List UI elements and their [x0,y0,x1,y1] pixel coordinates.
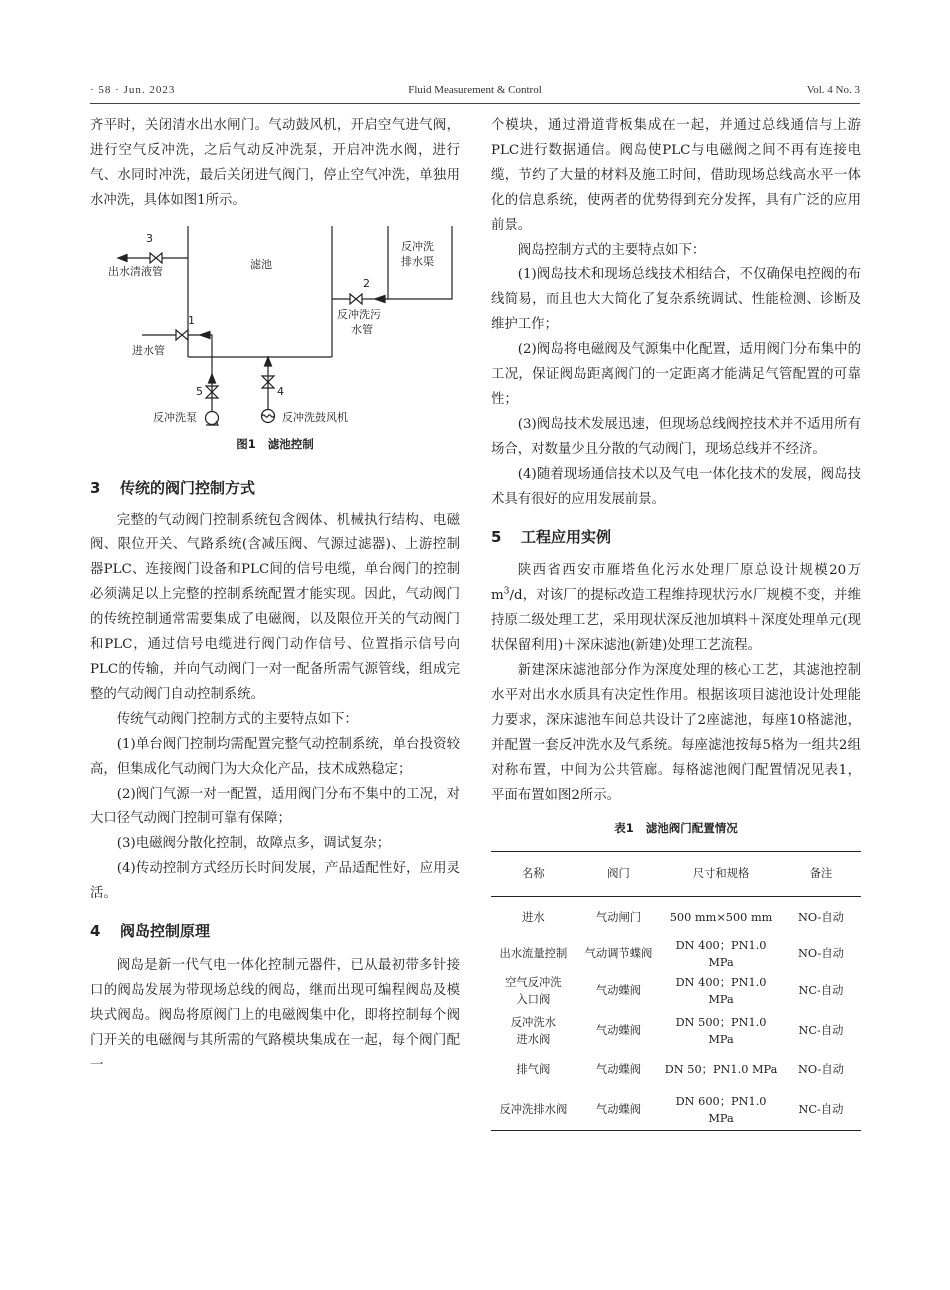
table-cell-spec: DN 600；PN1.0 MPa [661,1089,781,1131]
paragraph-3-4: (2)阀门气源一对一配置，适用阀门分布不集中的工况，对大口径气动阀门控制可靠有保障； [90,786,460,827]
figure-caption [90,432,460,457]
label-pump: 反冲洗泵 [153,410,197,424]
table-cell-name: 排气阀 [516,1063,551,1077]
table-cell-note: NC-自动 [798,1024,844,1038]
superscript-3: 3 [503,586,510,597]
label-outlet-pipe: 出水清液管 [108,264,163,278]
paragraph-4-2: 阀岛控制方式的主要特点如下： [517,242,706,258]
table-cell-name: 反冲洗水进水阀 [510,1015,556,1046]
paragraph-4-3: (1)阀岛技术和现场总线技术相结合，不仅确保电控阀的布线简易，而且也大大简化了复杂系统调试、性能检测、诊断及维护工作； [491,267,861,333]
inlet-arrow [200,331,210,338]
table-cell-valve: 气动闸门 [595,910,642,924]
running-header [90,84,860,104]
section-5-heading [491,525,861,550]
paragraph-5-1-part-a: 陕西省西安市雁塔鱼化污水处理厂原总设计规模20万m [491,563,861,604]
table-header-note: 备注 [781,852,861,897]
section-4-heading [90,919,460,944]
section-4-number: 4 [90,922,101,941]
table-caption-text: 滤池阀门配置情况 [645,821,738,836]
table-row [491,1051,861,1089]
page-and-date: · 58 · Jun. 2023 [90,84,176,96]
table-cell-name: 出水流量控制 [499,947,568,961]
figure-caption-text: 滤池控制 [267,436,314,451]
table-cell-note: NC-自动 [781,1089,861,1131]
right-column [491,114,861,1131]
paragraph-3-5: (3)电磁阀分散化控制，故障点多，调试复杂； [116,836,391,852]
figure-caption-number: 图1 [236,436,256,451]
section-3-number: 3 [90,478,101,497]
outlet-arrow [118,254,127,261]
table-cell-note: NO-自动 [797,1063,844,1077]
paragraph-4-6: (4)随着现场通信技术以及气电一体化技术的发展，阀岛技术具有很好的应用发展前景。 [491,466,861,507]
table-cell-note: NO-自动 [797,910,844,924]
valve-2 [350,294,362,304]
volume-number: Vol. 4 No. 3 [806,84,860,96]
table-row [491,897,861,937]
table-cell-valve: 气动调节蝶阀 [584,947,653,961]
table-cell-spec: 500 mm×500 mm [669,910,773,924]
table-cell-name: 反冲洗排水阀 [491,1089,576,1131]
table-cell-spec: DN 500；PN1.0 MPa [675,1015,767,1046]
valve-config-table [491,851,861,1131]
section-5-number: 5 [491,527,502,546]
header-rule [90,103,860,104]
label-valve-4: 4 [277,384,284,398]
table-row [491,1089,861,1131]
table-header-row [491,852,861,897]
table-row [491,1011,861,1051]
paragraph-4-4: (2)阀岛将电磁阀及气源集中化配置，适用阀门分布集中的工况，保证阀岛距离阀门的一定距离才能满足气管配置的可靠性； [491,342,861,407]
valve-3 [150,253,162,263]
paragraph-3-1: 完整的气动阀门控制系统包含阀体、机械执行结构、电磁阀、限位开关、气路系统(含减压阀、气源过滤器)、上游控制器PLC、连接阀门设备和PLC间的信号电缆，单台阀门的控制必须满足以上完整的控制系统配置才能实现。因此，气动阀门的传统控制通常需要集成了电磁阀，以及限位开关的气动阀门和PLC，通过信号电缆进行阀门动作信号、位置指示信号向PLC的传输，并向气动阀门一对一配备所需气源管线，组成完整的气动阀门自动控制系统。 [90,512,460,702]
paragraph-intro: 齐平时，关闭清水出水闸门。气动鼓风机，开启空气进气阀，进行空气反冲洗，之后气动反冲洗泵，开启冲洗水阀，进行气、水同时冲洗，最后关闭进气阀门，停止空气冲洗，单独用水冲洗，具体如图1所示。 [90,118,460,208]
label-valve-3: 3 [146,231,153,245]
table-cell-valve: 气动蝶阀 [595,1063,642,1077]
blower-arrow [265,357,272,366]
valve-1 [176,330,188,340]
label-drain-trough-1: 反冲洗 [401,239,434,253]
figure-1 [90,214,460,466]
table-row [491,937,861,971]
label-drain-pipe-1: 反冲洗污 [337,307,381,321]
label-pool: 滤池 [250,257,272,271]
label-inlet-pipe: 进水管 [132,343,165,357]
paragraph-4-1: 阀岛是新一代气电一体化控制元器件，已从最初带多针接口的阀岛发展为带现场总线的阀岛，继而出现可编程阀岛及模块式阀岛。阀岛将原阀门上的电磁阀集中化，即将控制每个阀门开关的电磁阀与其所需的气路模块集成在一起，每个阀门配一 [90,957,460,1073]
table-cell-name: 进水 [522,910,545,924]
paragraph-3-6: (4)传动控制方式经历长时间发展，产品适配性好，应用灵活。 [90,861,460,902]
table-cell-note: NO-自动 [797,947,844,961]
table-row [491,971,861,1011]
label-drain-trough-2: 排水渠 [401,254,434,268]
paragraph-5-1-part-b: /d，对该厂的提标改造工程维持现状污水厂规模不变，并维持原二级处理工艺，采用现状深反池加填料＋深度处理单元(现状保留利用)＋深床滤池(新建)处理工艺流程。 [491,588,861,654]
paragraph-3-2: 传统气动阀门控制方式的主要特点如下： [116,711,358,727]
paragraph-4-5: (3)阀岛技术发展迅速，但现场总线阀控技术并不适用所有场合，对数量少且分散的气动阀门，现场总线并不经济。 [491,416,861,457]
table-cell-valve: 气动蝶阀 [595,1024,642,1038]
pump-arrow [209,374,216,383]
label-valve-5: 5 [196,384,203,398]
table-cell-valve: 气动蝶阀 [595,984,642,998]
section-3-heading [90,476,460,501]
table-cell-spec: DN 400；PN1.0 MPa [675,975,767,1006]
paragraph-3-3: (1)单台阀门控制均需配置完整气动控制系统，单台投资较高，但集成化气动阀门为大众化产品，技术成熟稳定； [90,736,460,777]
label-drain-pipe-2: 水管 [351,322,373,336]
journal-name: Fluid Measurement & Control [408,84,542,96]
table-header-name: 名称 [491,852,576,897]
table-cell-name: 空气反冲洗入口阀 [505,975,562,1006]
label-valve-1: 1 [188,313,195,327]
table-caption-number: 表1 [614,821,634,836]
section-5-title: 工程应用实例 [521,527,612,546]
left-column [90,114,460,1078]
table-cell-valve: 气动蝶阀 [576,1089,662,1131]
label-valve-2: 2 [363,276,370,290]
table-cell-spec: DN 400；PN1.0 MPa [675,938,767,969]
table-header-spec: 尺寸和规格 [661,852,781,897]
table-caption [491,816,861,841]
section-4-title: 阀岛控制原理 [120,922,211,941]
paragraph-5-1 [491,559,861,659]
table-cell-spec: DN 50；PN1.0 MPa [664,1063,778,1077]
paragraph-5-2: 新建深床滤池部分作为深度处理的核心工艺，其滤池控制水平对出水水质具有决定性作用。根据该项目滤池设计处理能力要求，深床滤池车间总共设计了2座滤池，每座10格滤池，并配置一套反冲洗水及气系统。每座滤池按每5格为一组共2组对称布置，中间为公共管廊。每格滤池阀门配置情况见表1，平面布置如图2所示。 [491,663,861,803]
section-3-title: 传统的阀门控制方式 [120,478,256,497]
drain-arrow [375,295,385,302]
table-header-valve: 阀门 [576,852,662,897]
paragraph-4-1-continued: 个模块，通过滑道背板集成在一起，并通过总线通信与上游PLC进行数据通信。阀岛使PLC与电磁阀之间不再有连接电缆，节约了大量的材料及施工时间，借助现场总线高水平一体化的信息系统，使两者的优势得到充分发挥，具有广泛的应用前景。 [491,118,861,233]
label-blower: 反冲洗鼓风机 [282,410,348,424]
table-cell-note: NC-自动 [798,984,844,998]
